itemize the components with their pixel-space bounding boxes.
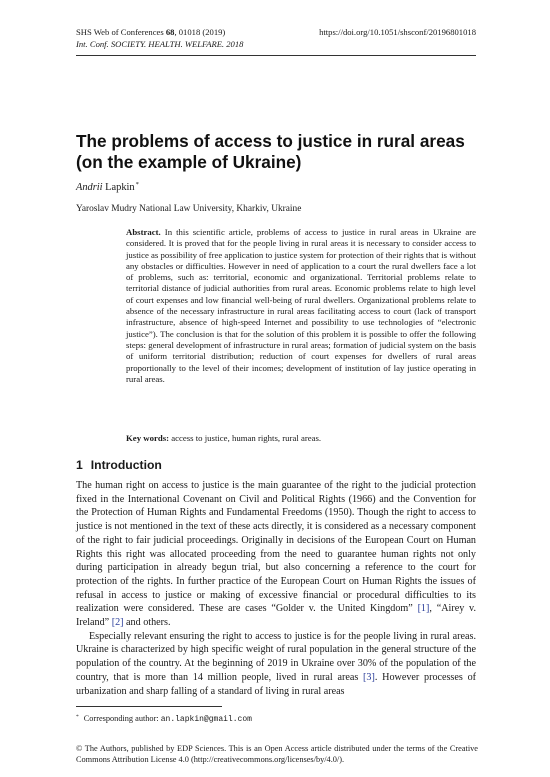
running-header [76, 26, 476, 50]
conference-article-info: , 01018 (2019) [174, 27, 226, 37]
abstract-text: In this scientific article, problems of access to justice in rural areas in Ukraine are considered. It is proved that for the people living in rural areas it is necessary to consider access to justice as possibility of free application to justice system for protection of their rights that is without any obstacles or difficulties. However in need of application to a court the rural dwellers face a lot of problems, such as: territorial, economic and organizational. Territorial problems relate to territorial distance of judicial authorities from rural areas. Economic problems relate to high level of court expenses and low financial well-being of rural dwellers. Organizational problems relate to absence of the necessary infrastructure in rural areas facilitating access to court (lack of transport infrastructure, absence of high-speed Internet and possibility to use technologies of “electronic justice”). The conclusion is that for the solution of this problem it is possible to offer the following steps: general development of infrastructure in rural areas; formation of judicial system on the basis of uniform territorial distribution; reduction of court expenses for dwellers of rural areas proportionally to the level of their incomes; development of institution of lay justice operating in rural areas. [126, 227, 476, 384]
author-affiliation: Yaroslav Mudry National Law University, Kharkiv, Ukraine [76, 204, 302, 214]
conference-volume: 68 [165, 27, 175, 37]
keywords-label: Key words: [126, 433, 170, 443]
header-top-row [76, 26, 476, 38]
keywords-text: access to justice, human rights, rural areas. [171, 433, 322, 443]
keywords [126, 433, 321, 443]
header-divider [76, 55, 476, 56]
citation-link[interactable]: [1] [417, 603, 430, 615]
abstract-label: Abstract. [126, 227, 161, 237]
body-text [76, 479, 476, 698]
footnote-marker: * [76, 714, 79, 720]
author-first-name: Andrii [76, 182, 103, 193]
author-email[interactable]: an.lapkin@gmail.com [160, 715, 252, 724]
doi-link[interactable]: https://doi.org/10.1051/shsconf/20196801018 [319, 27, 476, 37]
author-line [76, 181, 139, 193]
author-footnote-marker: * [135, 181, 139, 188]
paragraph-1-text-a: The human right on access to justice is the main guarantee of the right to the judicial protection fixed in the International Covenant on Civil and Political Rights (1966) and the Convention for the Protection of Human Rights and Fundamental Freedoms (1950). Though the right to access to justice is not mentioned in the text of these acts directly, it is considered as a necessary component of the right to fair judicial proceedings. Originally in decisions of the European Court on Human Rights this right was allocated proceeding from the need to guarantee human rights not only during participation in already begun trial, but also concerning a reference to the court for protection of the rights. In further practice of the European Court on Human Rights the issues of refusal in access to justice or making of excessive financial or procedural difficulties to its realization were considered. These are cases “Golder v. the United Kingdom” [76, 480, 476, 615]
paragraph-1-text-c: and others. [123, 617, 171, 629]
paragraph-2 [76, 630, 476, 699]
paragraph-2-text-a: Especially relevant ensuring the right to access to justice is for the people living in rural areas. Ukraine is characterized by high specific weight of rural population in the general structure of the population of the country. At the beginning of 2019 in Ukraine over 30% of the population of the country, that is more than 14 million people, lived in rural areas [76, 630, 476, 683]
paper-title-line-1: The problems of access to justice in rural areas [76, 131, 465, 151]
license-notice: © The Authors, published by EDP Sciences. This is an Open Access article distributed under the terms of the Creative Commons Attribution License 4.0 (http://creativecommons.org/licenses/by/4.0/). [76, 744, 478, 764]
section-heading [76, 458, 162, 472]
footnote-divider [76, 706, 222, 707]
conference-title: Int. Conf. SOCIETY. HEALTH. WELFARE. 2018 [76, 39, 244, 49]
citation-link[interactable]: [3] [363, 671, 375, 683]
conference-name: SHS Web of Conferences [76, 27, 164, 37]
paragraph-2-text-b: . However processes of urbanization and sharp falling of a standard of living in rural areas [76, 671, 476, 697]
section-title: Introduction [90, 458, 162, 472]
footnote [76, 714, 486, 724]
abstract [126, 227, 476, 385]
section-number: 1 [76, 458, 83, 472]
paragraph-1 [76, 479, 476, 630]
paper-title-line-2: (on the example of Ukraine) [76, 151, 302, 172]
paper-title [76, 131, 496, 172]
conference-citation [76, 26, 225, 38]
paragraph-1-text-b: , “Airey v. Ireland” [76, 603, 476, 629]
citation-link[interactable]: [2] [111, 617, 124, 629]
footnote-label: Corresponding author: [83, 714, 161, 723]
author-last-name: Lapkin [105, 182, 135, 193]
